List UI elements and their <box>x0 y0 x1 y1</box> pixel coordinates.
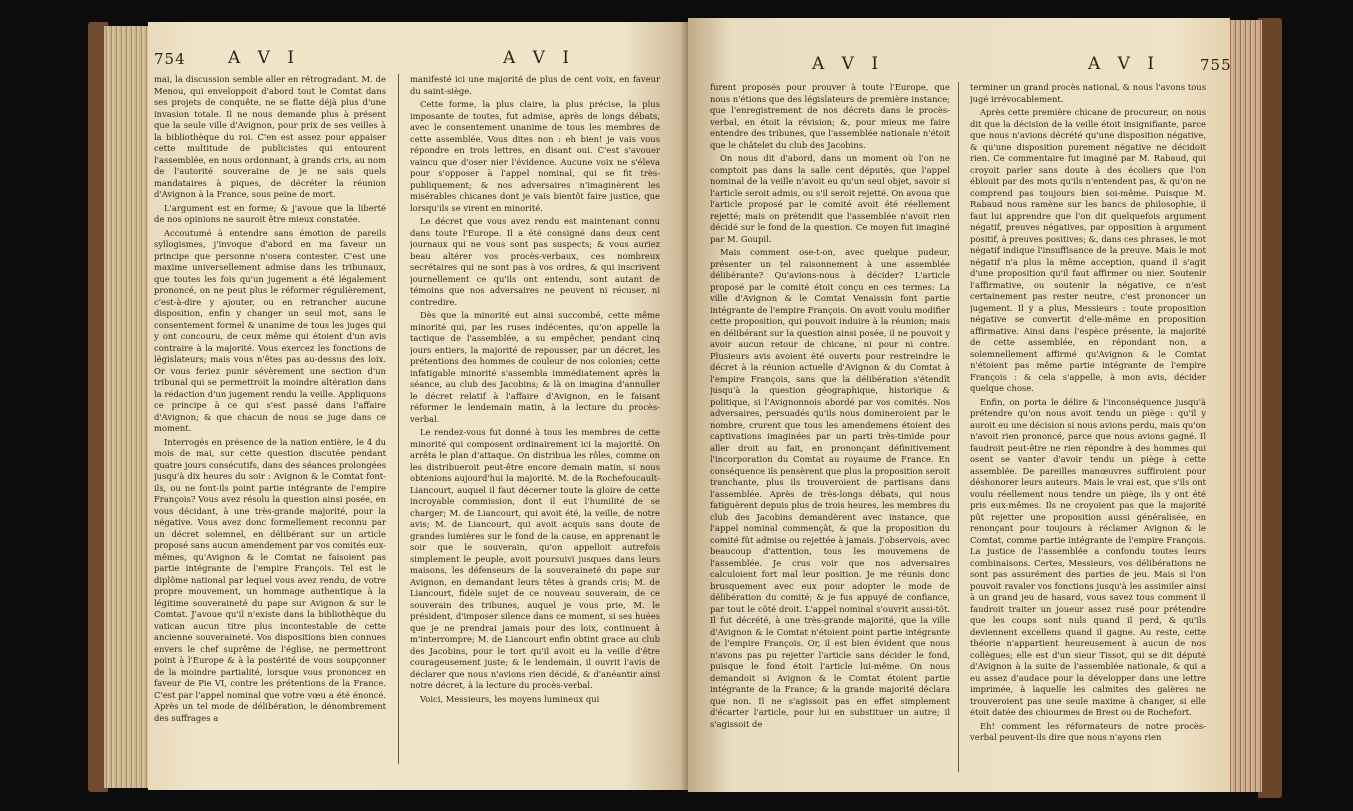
right-page <box>688 18 1230 792</box>
text-column-1 <box>154 74 386 764</box>
paragraph: furent proposés pour prouver à toute l'Europe, que nous n'étions que des législateurs de première instance; que l'enregistrement de nos décrets dans le procès-verbal, en étoit la révision; &, pour mieux me faire entendre des tribunes, que l'assemblée nationale n'étoit que le châtelet du club des Jacobins. <box>710 82 950 150</box>
page-edges-right <box>1228 20 1262 792</box>
paragraph: Accoutumé à entendre sans émotion de pareils syllogismes, j'invoque d'abord en ma faveur un principe que personne n'osera contester. C'est une maxime universellement admise dans les tribunaux, que toutes les fois qu'un jugement a été légalement prononcé, on ne peut plus le réformer régulièrement, c'est-à-dire y ajouter, ou en retrancher aucune disposition, enfin y changer un seul mot, sans le consentement formel & unanime de tous les juges qui y ont concouru, de ceux même qui étoient d'un avis contraire à la majorité. Vous exercez les fonctions de législateurs; mais vous n'êtes pas au-dessus des loix. Or vous feriez punir sévèrement une section d'un tribunal qui se permettroit la moindre altération dans la rédaction d'un jugement rendu la veille. Appliquons ce principe à ce qui s'est passé dans l'affaire d'Avignon; & que chacun de nous se juge dans ce moment. <box>154 227 386 433</box>
paragraph: Le rendez-vous fut donné à tous les membres de cette minorité qui composent ordinairement ici la majorité. On arrêta le plan d'attaque. On distribua les rôles, comme on les distribueroit peut-être encore demain matin, si nous obtenions aujourd'hui la majorité. M. de la Rochefoucault-Liancourt, auquel il faut décerner toute la gloire de cette incroyable commission, dont il eut l'humilité de se charger; M. de Liancourt, qui avoit été, la veille, de notre avis; M. de Liancourt, qui avoit acquis sans doute de grandes lumières sur le fond de la cause, en apprenant le soir que le souverain, qu'on appelloit autrefois simplement le peuple, avoit poursuivi jusques dans leurs maisons, les défenseurs de la souveraineté du pape sur Avignon, en demandant leurs têtes à grands cris; M. de Liancourt, fidèle sujet de ce nouveau souverain, de ce souverain des tribunes, auquel je vous prie, M. le président, d'imposer silence dans ce moment, si ses huées que je ne prendrai jamais pour des loix, continuent à m'interrompre; M. de Liancourt enfin obtint grace au club des Jacobins, pour le tort qu'il avoit eu la veille d'être courageusement juste; & le lendemain, il ouvrit l'avis de déclarer que nous n'avions rien décidé, & d'anéantir ainsi notre décret, à la lecture du procès-verbal. <box>410 427 660 690</box>
left-page-header <box>148 48 688 72</box>
page-number: 754 <box>154 50 186 68</box>
text-column-2 <box>410 74 660 764</box>
paragraph: Voici, Messieurs, les moyens lumineux qui <box>420 693 600 704</box>
paragraph: Enfin, on porta le délire & l'inconséquence jusqu'à prétendre qu'on nous avoit tendu un piège : qu'il y auroit eu une décision si nous avions perdu, mais qu'on n'avoit rien prononcé, parce que nous avions gagné. Il faudroit peut-être ne rien répondre à des hommes qui osent se vanter d'avoir tendu un piège à cette assemblée. De pareilles manœuvres suffiroient pour déshonorer leurs auteurs. Mais le vrai est, que s'ils ont voulu réellement nous tendre un piège, ils y ont été pris eux-mêmes. Ils ne croyoient pas que la majorité pût rejetter une proposition aussi généralisée, en renonçant pour toujours à réclamer Avignon & le Comtat, comme partie intégrante de l'empire François. La justice de l'assemblée a confondu toutes leurs combinaisons. Certes, Messieurs, vos délibérations ne sont pas assurément des parties de jeu. Mais si l'on pouvoit ravaler vos fonctions jusqu'à les assimiler ainsi à un grand jeu de hasard, vous savez tous comment il faudroit traiter un joueur assez rusé pour prétendre que les coups sont nuls quand il perd, & qu'ils deviennent excellens quand il gagne. Au reste, cette théorie n'appartient heureusement à aucun de nos collègues; elle est d'un sieur Tissot, qui se dit député d'Avignon à la suite de l'assemblée nationale, & qui a eu assez d'audace pour la développer dans une lettre imprimée, à laquelle les calmites des galères ne trouveroient pas une seule maxime à changer, si elle étoit datée des chiourmes de Brest ou de Rochefort. <box>970 396 1206 717</box>
running-head: A V I <box>503 48 576 68</box>
paragraph: manifesté ici une majorité de plus de cent voix, en faveur du saint-siège. <box>410 74 660 96</box>
running-head: A V I <box>812 54 885 74</box>
text-column-2 <box>970 82 1206 772</box>
paragraph: Interrogés en présence de la nation entière, le 4 du mois de mai, sur cette question discutée pendant quatre jours consécutifs, dans des séances prolongées jusqu'à dix heures du soir : Avignon & le Comtat font-ils, ou ne font-ils point partie intégrante de l'empire François? Vous avez résolu la question ainsi posée, en vous décidant, à une très-grande majorité, pour la négative. Vous avez donc formellement reconnu par un décret solemnel, en délibérant sur un article proposé sans aucun amendement par vos comités eux-mêmes, qu'Avignon & le Comtat ne faisoient pas partie intégrante de l'empire François. Tel est le diplôme national par lequel vous avez rendu, de votre propre mouvement, un hommage authentique à la légitime souveraineté du pape sur Avignon & sur le Comtat. J'avoue qu'il n'existe dans la bibliothèque du vatican aucun titre plus incontestable de cette ancienne souveraineté. Vos dispositions bien connues envers le chef suprême de l'église, ne permettront point à l'Europe & à la postérité de vous soupçonner de la moindre partialité, lorsque vous prononcez en faveur de Pie VI, contre les prétentions de la France. C'est par l'appel nominal que votre vœu a été énoncé. Après un tel mode de délibération, le dénombrement des suffrages a <box>154 436 386 723</box>
running-head: A V I <box>228 48 301 68</box>
paragraph: On nous dit d'abord, dans un moment où l'on ne comptoit pas dans la salle cent députés, que l'appel nominal de la veille n'avoit eu qu'un seul objet, savoir si l'article seroit admis, ou s'il seroit rejetté. On avoua que l'article proposé par le comité avoit été réellement rejetté; mais on prétendit que l'assemblée n'avoit rien décidé sur le fond de la question. Ce moyen fut imaginé par M. Goupil. <box>710 153 950 244</box>
paragraph: mai, la discussion semble aller en rétrogradant. M. de Menou, qui enveloppoit d'abord tout le Comtat dans ses projets de conquête, ne se flatte déjà plus d'une invasion totale. Il ne nous demande plus à présent que la seule ville d'Avignon, pour prix de ses veilles à la bibliothèque du roi. C'en est assez pour appaiser cette multitude de publicistes qui entourent l'assemblée, en nous ordonnant, à grands cris, au nom de l'autorité souveraine de je ne sais quels mandataires à piques, de décréter la réunion d'Avignon à la France, sous peine de mort. <box>154 74 386 199</box>
text-column-1 <box>710 82 950 772</box>
right-page-header <box>688 54 1230 78</box>
paragraph: L'argument est en forme; & j'avoue que la liberté de nos opinions ne sauroit être mieux constatée. <box>154 202 386 224</box>
paragraph: Cette forme, la plus claire, la plus précise, la plus imposante de toutes, fut admise, après de longs débats, avec le consentement unanime de tous les membres de cette assemblée. Vous dites non : eh bien! je vais vous répondre en trois lettres, en disant oui. C'est s'avouer vaincu que d'oser nier l'évidence. Aucune voix ne s'éleva pour s'opposer à l'appel nominal, qui se fit très-publiquement; & nos adversaires n'imaginèrent les misérables chicanes dont je vais bientôt faire justice, que lorsqu'ils se virent en minorité. <box>410 99 660 213</box>
paragraph: Mais comment ose-t-on, avec quelque pudeur, présenter un tel raisonnement à une assemblée délibérante? Qu'avions-nous à décider? L'article proposé par le comité étoit conçu en ces termes: La ville d'Avignon & le Comtat Venaissin font partie intégrante de l'empire François. On avoit voulu modifier cette proposition, qui pouvoit induire à la réunion; mais en délibérant sur la question ainsi posée, il ne pouvoit y avoir aucun retour de chicane, ni pour ni contre. Plusieurs avis avoient été ouverts pour restreindre le décret à la réunion actuelle d'Avignon & du Comtat à l'empire François, sans que la délibération s'étendît jusqu'à la question géographique, historique & politique, si l'Avignonnois abordé par vos comités. Nos adversaires, persuadés qu'ils nous domineroient par le nombre, crurent que tous les amendemens étoient des captivations imaginées par un parti très-timide pour aller droit au fait, en prononçant définitivement l'incorporation du Comtat au royaume de France. En conséquence ils pensèrent que plus la proposition seroit tranchante, plus ils trouveroient de partisans dans l'assemblée. Après de très-longs débats, qui nous fatiguèrent depuis plus de trois heures, les membres du club des Jacobins demandèrent avec instance, que l'appel nominal commençât, & que la proposition du comité fût admise ou rejettée à jamais. J'observois, avec beaucoup d'attention, tous les mouvemens de l'assemblée. Je crus voir que nos adversaires calculoient fort mal leur position. Je me réunis donc brusquement avec eux pour adopter le mode de délibération du comité; & je fus appuyé de confiance, par tout le côté droit. L'appel nominal s'ouvrit aussi-tôt. Il fut décrété, à une très-grande majorité, que la ville d'Avignon & le Comtat n'étoient point partie intégrante de l'empire François. Or, il est bien évident que nous n'avons pas pu rejetter l'article sans décider le fond, puisque le fond étoit l'article lui-même. On nous demandoit si Avignon & le Comtat étoient partie intégrante de la France; & la grande majorité déclara que non. Il ne s'agissoit pas en effet simplement d'écarter l'article, pour lui en substituer un autre; il s'agissoit de <box>710 247 950 729</box>
column-rule <box>398 74 399 764</box>
paragraph: Le décret que vous avez rendu est maintenant connu dans toute l'Europe. Il a été consigné dans deux cent journaux qui ne vous sont pas suspects; & vous auriez beau altérer vos procès-verbaux, ces nombreux secrétaires qui ne sont pas à vos ordres, & qui inscrivent journellement ce qu'ils ont entendu, sont autant de témoins que nos adversaires ne peuvent ni récuser, ni contredire. <box>410 216 660 307</box>
column-rule <box>958 82 959 772</box>
paragraph: Eh! comment les réformateurs de notre procès-verbal peuvent-ils dire que nous n'ayons rien <box>970 720 1206 742</box>
paragraph: terminer un grand procès national, & nous l'avons tous jugé irrévocablement. <box>970 82 1206 104</box>
paragraph: Dès que la minorité eut ainsi succombé, cette même minorité qui, par les ruses indécentes, qu'on appelle la tactique de l'assemblée, a su empêcher, pendant cinq jours entiers, la majorité de repousser, par un décret, les prétentions des hommes de couleur de nos colonies; cette infatigable minorité s'assembla immédiatement après la séance, au club des Jacobins; & là on imagina d'annuller le décret relatif à l'affaire d'Avignon, en le faisant réformer le lendemain matin, à la lecture du procès-verbal. <box>410 310 660 424</box>
page-number: 755 <box>1200 56 1232 74</box>
page-edges-left <box>104 26 150 788</box>
paragraph: Après cette première chicane de procureur, on nous dit que la décision de la veille étoit insignifiante, parce que nous n'avions décrété qu'une disposition négative, & qu'une disposition purement négative ne décidoit rien. Ce commentaire fut imaginé par M. Rabaud, qui croyoit parler sans doute à des écoliers que l'on éblouit par des mots qu'ils n'entendent pas, & qu'on ne comprend pas toujours bien soi-même. Puisque M. Rabaud nous ramène sur les bancs de philosophie, il faut lui apprendre que l'on dit quelquefois argument négatif, preuves négatives, par opposition à argument positif, à preuves positives; &, dans ces phrases, le mot négatif indique l'insuffisance de la preuve. Mais le mot négatif n'a plus la même acception, quand il s'agit d'une proposition qu'il faut affirmer ou nier. Soutenir l'affirmative, ou soutenir la négative, ce n'est certainement pas rester neutre, c'est prononcer un jugement. Il y a plus, Messieurs : toute proposition négative se convertit d'elle-même en proposition affirmative. Ainsi dans l'espèce présente, la majorité de cette assemblée, en répondant non, a solemnellement affirmé qu'Avignon & le Comtat n'étoient pas même partie intégrante de l'empire François : & cela s'appelle, à mon avis, décider quelque chose. <box>970 107 1206 393</box>
left-page <box>148 22 688 790</box>
running-head: A V I <box>1088 54 1161 74</box>
